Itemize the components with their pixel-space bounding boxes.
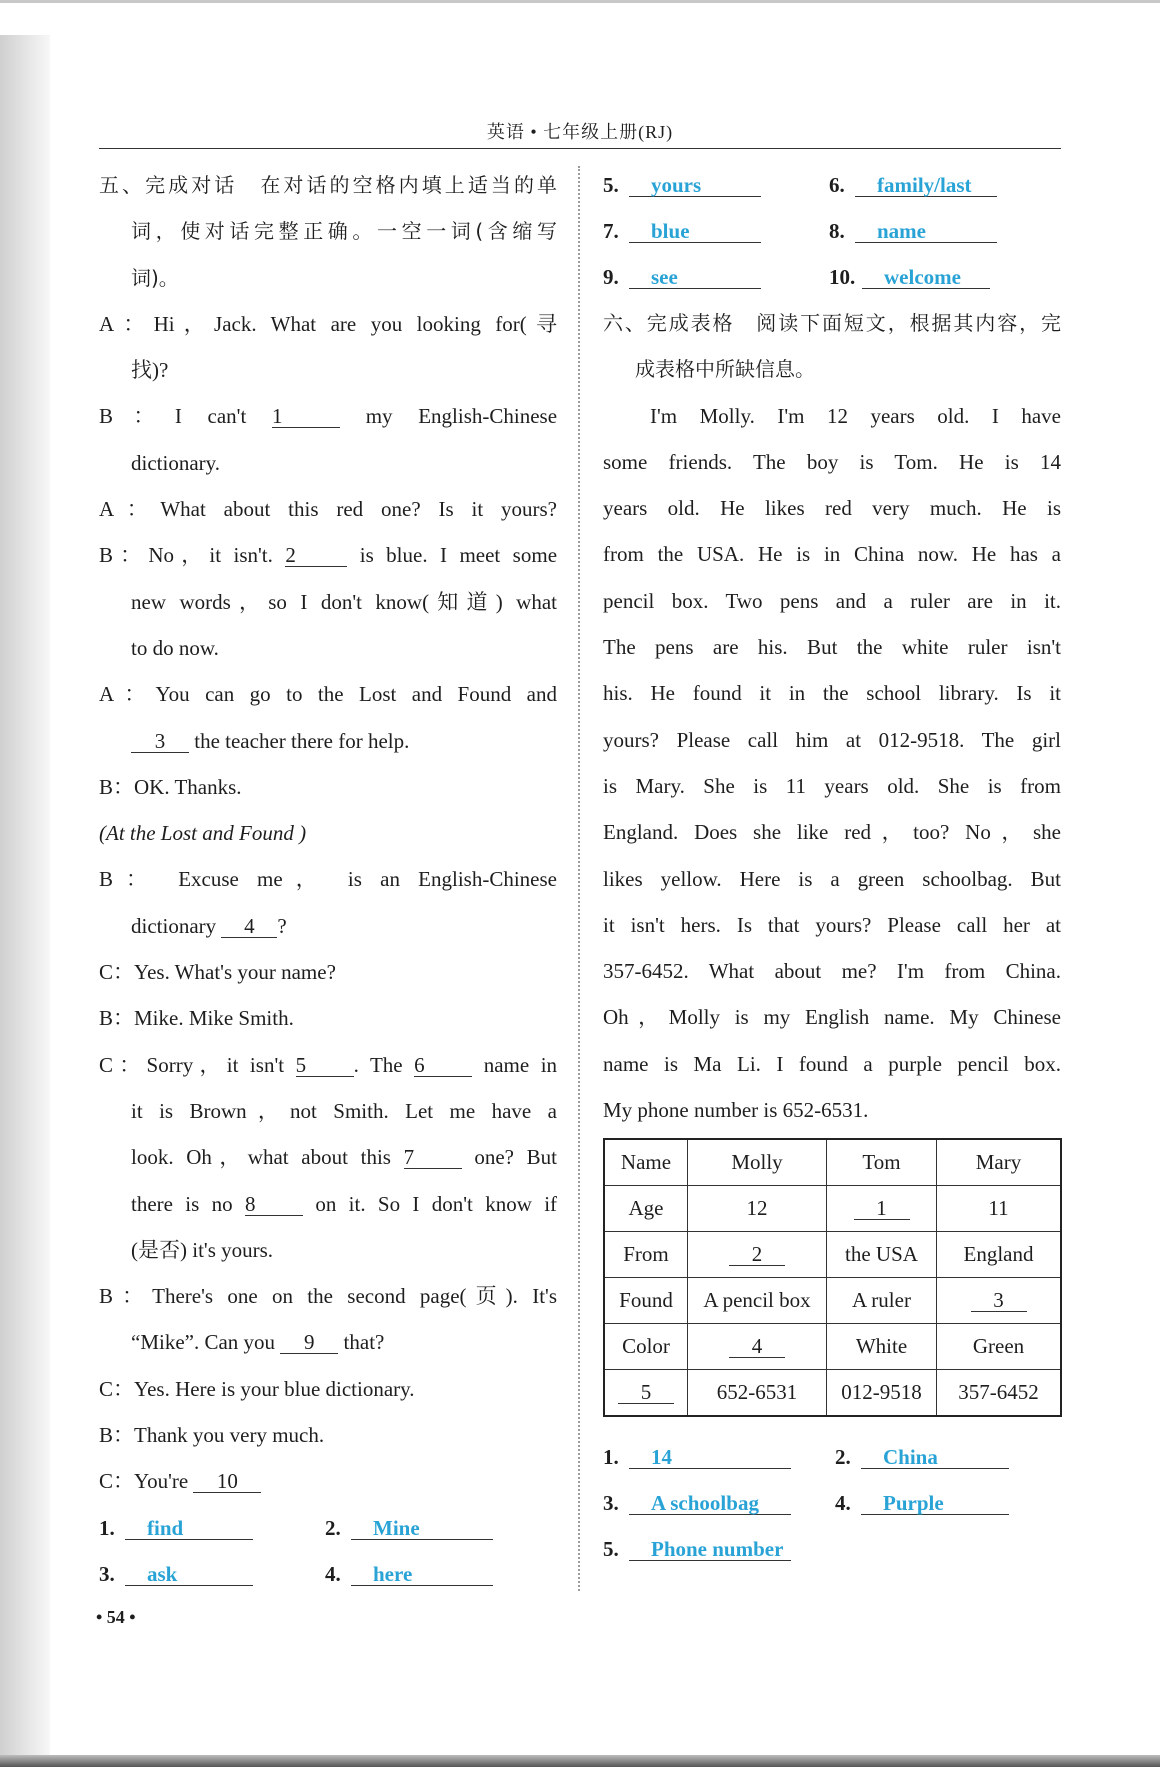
section-5-heading: 五、完成对话 在对话的空格内填上适当的单 xyxy=(99,173,557,197)
dialogue-line: (是否) it's yours. xyxy=(131,1237,274,1262)
section-5-heading: 词)。 xyxy=(131,265,179,290)
answer-value: name xyxy=(855,220,997,243)
answer-value: family/last xyxy=(855,174,997,197)
dialogue-text: B：I can't xyxy=(99,404,247,429)
passage-line: 357-6452. What about me? I'm from China. xyxy=(603,959,1061,984)
info-table xyxy=(603,1138,1062,1417)
table-cell: Found xyxy=(604,1278,688,1324)
answer-item xyxy=(603,254,829,300)
blank-1[interactable]: 1 xyxy=(272,405,340,428)
dialogue-text: there is no xyxy=(131,1191,233,1216)
bottom-border xyxy=(0,1755,1160,1767)
table-row xyxy=(604,1324,1061,1370)
table-cell xyxy=(688,1232,827,1278)
dialogue-line xyxy=(99,1042,557,1088)
answer-value: find xyxy=(125,1517,253,1540)
answer-item xyxy=(603,1480,835,1526)
passage-line: Oh，Molly is my English name. My Chinese xyxy=(603,1005,1061,1030)
dialogue-line: it is Brown，not Smith. Let me have a xyxy=(131,1098,557,1123)
dialogue-text: dictionary xyxy=(131,913,217,938)
answer-number: 4. xyxy=(325,1561,341,1586)
dialogue-text: my English-Chinese xyxy=(365,404,558,429)
table-cell: England xyxy=(937,1232,1062,1278)
answer-item xyxy=(603,208,829,254)
answer-value: Phone number xyxy=(629,1538,791,1561)
answer-row xyxy=(603,1526,1009,1572)
page-header: 英语 • 七年级上册(RJ) xyxy=(486,122,674,142)
table-blank-2[interactable]: 2 xyxy=(729,1243,785,1266)
answer-row xyxy=(603,1480,1009,1526)
answer-row xyxy=(99,1505,557,1551)
table-cell: 12 xyxy=(688,1186,827,1232)
blank-5[interactable]: 5 xyxy=(296,1054,354,1077)
section-6-heading: 成表格中所缺信息。 xyxy=(635,357,815,382)
dialogue-text: C：Sorry，it isn't xyxy=(99,1052,285,1077)
page-number: • 54 • xyxy=(96,1607,136,1627)
dialogue-text: “Mike”. Can you xyxy=(131,1330,276,1355)
passage-line: likes yellow. Here is a green schoolbag. But xyxy=(603,866,1061,891)
table-row xyxy=(604,1232,1061,1278)
column-divider xyxy=(578,166,580,1591)
page-edge-shadow xyxy=(0,35,50,1755)
section-6-heading: 六、完成表格 阅读下面短文，根据其内容，完 xyxy=(603,311,1061,335)
answer-number: 3. xyxy=(99,1561,115,1586)
table-cell: Molly xyxy=(688,1139,827,1186)
passage-line: is Mary. She is 11 years old. She is from xyxy=(603,773,1061,798)
dialogue-line: C：Yes. Here is your blue dictionary. xyxy=(99,1376,415,1401)
dialogue-text: is blue. I meet some xyxy=(359,543,558,568)
dialogue-line: B：Thank you very much. xyxy=(99,1423,325,1448)
table-cell: 357-6452 xyxy=(937,1370,1062,1417)
answer-item xyxy=(835,1480,1009,1526)
answer-number: 1. xyxy=(603,1445,619,1469)
answer-row xyxy=(603,1434,1009,1480)
table-cell xyxy=(604,1370,688,1417)
answer-item xyxy=(835,1434,1009,1480)
dialogue-line: A：What about this red one? Is it yours? xyxy=(99,497,557,522)
answer-item xyxy=(829,254,990,300)
dialogue-text: the teacher there for help. xyxy=(194,728,410,753)
table-cell: Age xyxy=(604,1186,688,1232)
dialogue-line: dictionary. xyxy=(131,450,221,475)
passage-line: years old. He likes red very much. He is xyxy=(603,496,1061,521)
dialogue-line: B：OK. Thanks. xyxy=(99,774,242,799)
answer-item xyxy=(99,1505,325,1551)
dialogue-line: B：There's one on the second page(页). It's xyxy=(99,1284,557,1309)
section-6-column xyxy=(603,162,1061,1133)
answer-item xyxy=(325,1551,493,1597)
passage-line: his. He found it in the school library. Is it xyxy=(603,681,1061,706)
dialogue-text: C：You're xyxy=(99,1469,189,1494)
passage-line: I'm Molly. I'm 12 years old. I have xyxy=(650,403,1061,428)
answer-row xyxy=(99,1551,557,1597)
answer-value: Purple xyxy=(861,1492,1009,1515)
answer-row xyxy=(603,254,1061,300)
blank-3[interactable]: 3 xyxy=(131,730,189,753)
header-rule xyxy=(99,148,1061,149)
table-blank-3[interactable]: 3 xyxy=(971,1289,1027,1312)
answer-value: Mine xyxy=(351,1517,493,1540)
dialogue-line: to do now. xyxy=(131,635,219,660)
answer-number: 3. xyxy=(603,1491,619,1515)
dialogue-line xyxy=(99,903,557,949)
passage-line: name is Ma Li. I found a purple pencil box. xyxy=(603,1051,1061,1076)
answer-value: yours xyxy=(629,174,761,197)
answer-number: 4. xyxy=(835,1491,851,1515)
table-answers xyxy=(603,1434,1009,1572)
table-cell: Tom xyxy=(827,1139,937,1186)
answer-value: A schoolbag xyxy=(629,1492,791,1515)
answer-number: 6. xyxy=(829,173,845,197)
passage-line: The pens are his. But the white ruler isn't xyxy=(603,635,1061,660)
table-row xyxy=(604,1186,1061,1232)
table-cell: White xyxy=(827,1324,937,1370)
answer-value: 14 xyxy=(629,1446,791,1469)
dialogue-line xyxy=(99,393,557,439)
answer-number: 2. xyxy=(835,1445,851,1469)
dialogue-line xyxy=(99,1134,557,1180)
dialogue-line: C：Yes. What's your name? xyxy=(99,960,336,985)
blank-8[interactable]: 8 xyxy=(245,1193,303,1216)
answer-number: 8. xyxy=(829,219,845,243)
dialogue-text: ? xyxy=(277,913,287,938)
table-blank-1[interactable]: 1 xyxy=(854,1197,910,1220)
dialogue-line xyxy=(99,532,557,578)
table-cell: Color xyxy=(604,1324,688,1370)
passage-line: My phone number is 652-6531. xyxy=(603,1098,869,1123)
table-cell: 012-9518 xyxy=(827,1370,937,1417)
dialogue-line xyxy=(99,1319,557,1365)
dialogue-line xyxy=(99,1181,557,1227)
answer-row xyxy=(603,208,1061,254)
dialogue-text: B：No，it isn't. xyxy=(99,543,273,568)
blank-2[interactable]: 2 xyxy=(285,544,347,567)
table-row xyxy=(604,1278,1061,1324)
dialogue-line: 找)? xyxy=(131,358,169,383)
answer-item xyxy=(829,162,997,208)
passage-line: pencil box. Two pens and a ruler are in it. xyxy=(603,588,1061,613)
blank-4[interactable]: 4 xyxy=(221,915,277,938)
answer-value: ask xyxy=(125,1563,253,1586)
dialogue-line: B：Mike. Mike Smith. xyxy=(99,1006,294,1031)
answer-item xyxy=(603,1526,791,1572)
table-cell xyxy=(688,1324,827,1370)
scene-note: (At the Lost and Found ) xyxy=(99,821,307,846)
table-cell: the USA xyxy=(827,1232,937,1278)
dialogue-text: . The xyxy=(353,1052,403,1077)
table-cell: A pencil box xyxy=(688,1278,827,1324)
passage-line: some friends. The boy is Tom. He is 14 xyxy=(603,449,1061,474)
dialogue-line xyxy=(99,718,557,764)
table-blank-4[interactable]: 4 xyxy=(729,1335,785,1358)
blank-7[interactable]: 7 xyxy=(404,1146,462,1169)
answer-item xyxy=(325,1505,493,1551)
answer-number: 9. xyxy=(603,265,619,289)
section-5-heading: 词，使对话完整正确。一空一词(含缩写 xyxy=(131,219,557,244)
blank-10[interactable]: 10 xyxy=(193,1470,261,1493)
table-cell: 652-6531 xyxy=(688,1370,827,1417)
dialogue-text: name in xyxy=(483,1052,558,1077)
table-cell: Mary xyxy=(937,1139,1062,1186)
table-row xyxy=(604,1139,1061,1186)
dialogue-line: B： Excuse me， is an English-Chinese xyxy=(99,867,557,892)
passage-line: England. Does she like red，too? No，she xyxy=(603,820,1061,845)
dialogue-line xyxy=(99,1458,557,1504)
table-cell xyxy=(827,1186,937,1232)
table-cell: 11 xyxy=(937,1186,1062,1232)
section-5-column xyxy=(99,162,557,1597)
table-cell: A ruler xyxy=(827,1278,937,1324)
table-blank-5[interactable]: 5 xyxy=(618,1381,674,1404)
top-border xyxy=(0,0,1160,3)
answer-item xyxy=(829,208,997,254)
dialogue-text: look. Oh，what about this xyxy=(131,1145,391,1170)
dialogue-line: A：You can go to the Lost and Found and xyxy=(99,682,557,707)
blank-6[interactable]: 6 xyxy=(414,1054,472,1077)
table-cell: Green xyxy=(937,1324,1062,1370)
passage-line: yours? Please call him at 012-9518. The girl xyxy=(603,727,1061,752)
answer-value: see xyxy=(629,266,761,289)
answer-item xyxy=(603,162,829,208)
answer-item xyxy=(99,1551,325,1597)
answer-number: 10. xyxy=(829,265,856,289)
answer-value: welcome xyxy=(862,266,990,289)
passage-line: from the USA. He is in China now. He has a xyxy=(603,542,1061,567)
table-cell: From xyxy=(604,1232,688,1278)
answer-number: 2. xyxy=(325,1515,341,1540)
answer-value: here xyxy=(351,1563,493,1586)
dialogue-text: that? xyxy=(343,1330,385,1355)
answer-number: 5. xyxy=(603,173,619,197)
answer-value: blue xyxy=(629,220,761,243)
answer-number: 5. xyxy=(603,1537,619,1561)
answer-row xyxy=(603,162,1061,208)
table-cell: Name xyxy=(604,1139,688,1186)
answer-number: 7. xyxy=(603,219,619,243)
answer-item xyxy=(603,1434,835,1480)
dialogue-text: one? But xyxy=(474,1145,558,1170)
dialogue-line: new words，so I don't know(知道) what xyxy=(131,589,557,614)
answer-value: China xyxy=(861,1446,1009,1469)
blank-9[interactable]: 9 xyxy=(280,1331,338,1354)
dialogue-line: A：Hi，Jack. What are you looking for(寻 xyxy=(99,311,557,336)
table-cell xyxy=(937,1278,1062,1324)
table-row xyxy=(604,1370,1061,1417)
passage-line: it isn't hers. Is that yours? Please call her at xyxy=(603,912,1061,937)
answer-number: 1. xyxy=(99,1515,115,1540)
dialogue-text: on it. So I don't know if xyxy=(315,1191,558,1216)
